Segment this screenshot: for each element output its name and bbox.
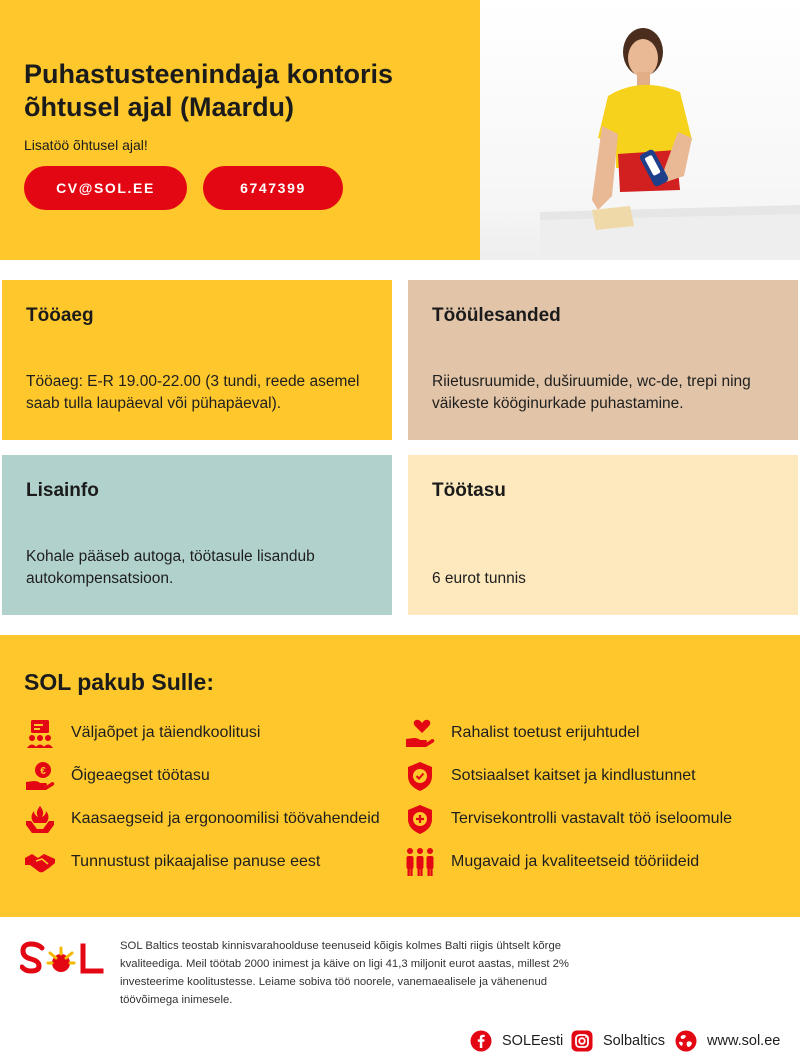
benefit-item [404, 803, 732, 835]
benefit-label: Sotsiaalset kaitset ja kindlustunnet [451, 767, 696, 784]
card-title: Tööülesanded [432, 305, 561, 326]
hero-section [0, 0, 480, 260]
card-title: Lisainfo [26, 480, 99, 501]
svg-text:€: € [40, 766, 46, 777]
card-text: Riietusruumide, duširuumide, wc-de, trepi ning väikeste kööginurkade puhastamine. [432, 373, 751, 412]
card-text: Tööaeg: E-R 19.00-22.00 (3 tundi, reede asemel saab tulla laupäeval või pühapäeval). [26, 373, 360, 412]
job-title: Puhastusteenindaja kontoris õhtusel ajal (Maardu) [24, 59, 394, 122]
training-icon [24, 717, 56, 749]
benefit-label: Tervisekontrolli vastavalt töö iseloomule [451, 810, 733, 827]
benefit-label: Rahalist toetust erijuhtudel [451, 724, 640, 741]
phone-button[interactable]: 6747399 [203, 166, 343, 210]
company-description: SOL Baltics teostab kinnisvarahoolduse teenuseid kõigis kolmes Balti riigis ühtselt kõrge kvaliteediga. Meil töötab 2000 inimest ja käive on ligi 41,3 miljonit eurot aastas, millest 2% investeerime koolitustesse. Leiame sobiva töö noorele, vanemaealisele ja vähenenud töövõimega inimesele. [120, 940, 569, 1006]
instagram-link[interactable] [571, 1029, 665, 1053]
benefit-item [404, 846, 699, 878]
job-subtitle: Lisatöö õhtusel ajal! [24, 137, 148, 153]
card-work-hours [2, 280, 392, 440]
benefit-item [24, 803, 380, 835]
euro-hand-icon [24, 760, 56, 792]
cleaner-illustration [480, 0, 800, 260]
card-title: Töötasu [432, 480, 506, 501]
benefit-label: Mugavaid ja kvaliteetseid tööriideid [451, 853, 700, 870]
card-duties [408, 280, 798, 440]
tools-hand-icon [24, 803, 56, 835]
benefits-title: SOL pakub Sulle: [24, 669, 214, 695]
benefit-item [404, 760, 696, 792]
benefit-label: Tunnustust pikaajalise panuse eest [71, 853, 321, 870]
email-button[interactable]: CV@SOL.EE [24, 166, 187, 210]
cleaner-photo [480, 0, 800, 260]
benefit-item [24, 760, 210, 792]
shield-plus-icon [404, 803, 436, 835]
handshake-icon [24, 846, 56, 878]
benefit-item [24, 846, 320, 878]
shield-check-icon [404, 760, 436, 792]
card-salary [408, 455, 798, 615]
card-additional-info [2, 455, 392, 615]
card-title: Tööaeg [26, 305, 94, 326]
sol-logo [20, 940, 104, 978]
globe-icon [675, 1030, 697, 1052]
instagram-icon [571, 1030, 593, 1052]
facebook-label: SOLEesti [502, 1033, 564, 1049]
people-icon [404, 846, 436, 878]
benefits-section [0, 635, 800, 917]
heart-hand-icon [404, 717, 436, 749]
benefit-label: Väljaõpet ja täiendkoolitusi [71, 724, 261, 741]
website-link[interactable] [675, 1029, 780, 1053]
benefit-item [404, 717, 640, 749]
card-text: 6 eurot tunnis [432, 570, 526, 587]
benefit-item [24, 717, 260, 749]
facebook-icon [470, 1030, 492, 1052]
website-label: www.sol.ee [707, 1033, 781, 1049]
instagram-label: Solbaltics [603, 1033, 666, 1049]
card-text: Kohale pääseb autoga, töötasule lisandub autokompensatsioon. [26, 548, 315, 587]
benefit-label: Õigeaegset töötasu [71, 767, 210, 784]
benefit-label: Kaasaegseid ja ergonoomilisi töövahendeid [71, 810, 380, 827]
facebook-link[interactable] [470, 1029, 563, 1053]
